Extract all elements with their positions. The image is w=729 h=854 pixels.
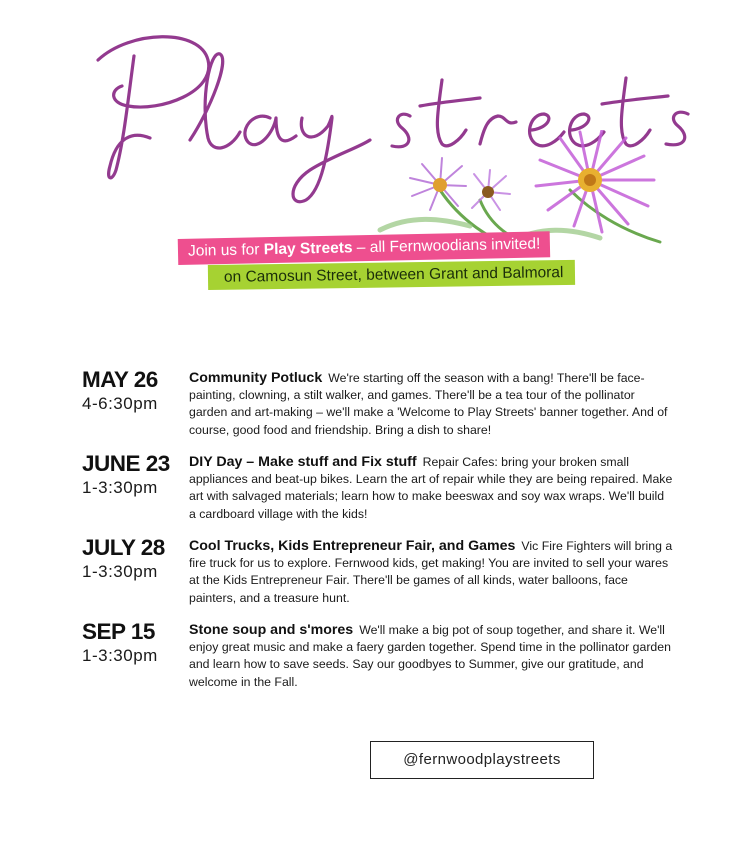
event-body: We'll make a big pot of soup together, and share it. We'll enjoy great music and make a faery garden together. Spend time in the pollinator garden and learn how to save seeds. Say our goodbyes to Summer, give our gratitude, and welcome in the Fall. [189, 623, 671, 689]
event-body: We're starting off the season with a bang! There'll be face-painting, clowning, a stilt walker, and games. There'll be a tea tour of the pollinator garden and art-making – we'll make a 'Welcome to Play Streets' banner together. And of course, good food and friendship. Bring a dish to share! [189, 371, 668, 437]
event-description [189, 622, 674, 691]
event-item [82, 367, 672, 449]
event-title: DIY Day – Make stuff and Fix stuff [189, 454, 417, 470]
social-handle-box: @fernwoodplaystreets [370, 741, 594, 779]
event-body: Repair Cafes: bring your broken small appliances and beat-up bikes. Learn the art of repair while they are being repaired. Make art with salvaged materials; learn how to make beeswax and soy wax wraps. We'll build a cardboard village with the kids! [189, 455, 673, 521]
event-body: Vic Fire Fighters will bring a fire truck for us to explore. Fernwood kids, get making! You are invited to sell your wares at the Kids Entrepreneur Fair. There'll be games of all kinds, water balloons, face painters, and a treasure hunt. [189, 539, 673, 605]
event-date: JULY 28 [82, 535, 165, 560]
event-item [82, 619, 672, 701]
invitation-suffix: – all Fernwoodians invited! [352, 235, 541, 257]
events-list [82, 367, 672, 701]
event-date: SEP 15 [82, 619, 155, 644]
event-title: Community Potluck [189, 370, 323, 386]
event-title: Cool Trucks, Kids Entrepreneur Fair, and Games [189, 538, 516, 554]
event-date-block [82, 535, 187, 583]
event-time: 1-3:30pm [82, 646, 158, 665]
event-description [189, 538, 674, 607]
event-date-block [82, 451, 187, 499]
event-time: 1-3:30pm [82, 478, 158, 497]
event-title: Stone soup and s'mores [189, 622, 354, 638]
event-date: JUNE 23 [82, 451, 170, 476]
event-time: 4-6:30pm [82, 394, 158, 413]
event-date-block [82, 367, 187, 415]
invitation-highlight: Play Streets [263, 239, 353, 259]
event-date-block [82, 619, 187, 667]
event-item [82, 451, 672, 533]
event-date: MAY 26 [82, 367, 158, 392]
event-description [189, 454, 674, 523]
event-time: 1-3:30pm [82, 562, 158, 581]
invitation-prefix: Join us for [187, 241, 264, 260]
event-description [189, 370, 674, 439]
event-item [82, 535, 672, 617]
location-banner: on Camosun Street, between Grant and Balmoral [208, 260, 576, 290]
